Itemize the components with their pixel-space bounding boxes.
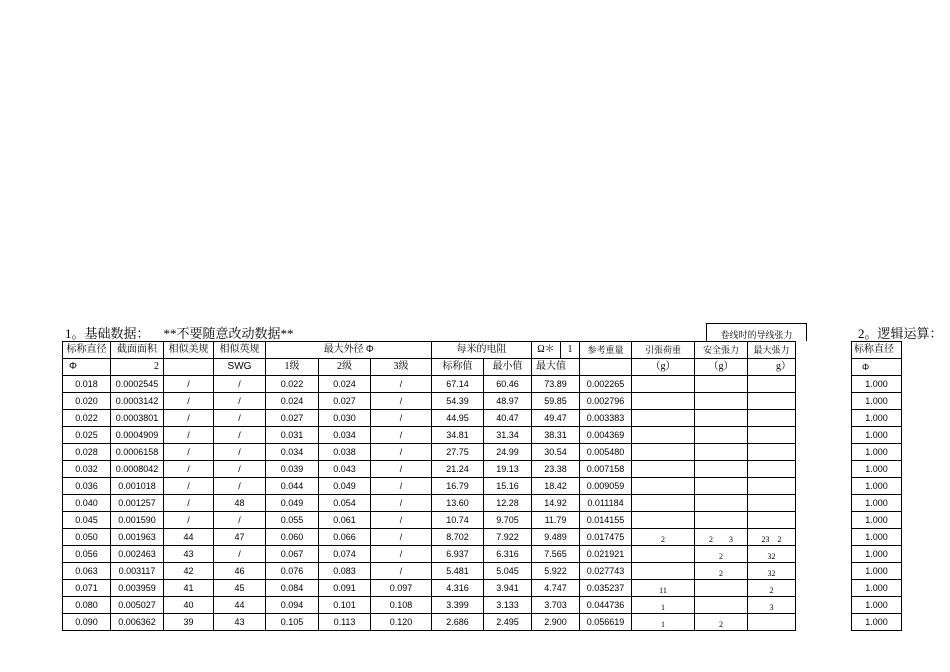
side-row: [852, 495, 902, 512]
table-cell: 21.24: [432, 461, 484, 478]
table-cell: 0.006362: [111, 614, 164, 631]
table-row: [63, 512, 796, 529]
table-cell: 23.38: [532, 461, 580, 478]
table-cell: 0.005027: [111, 597, 164, 614]
tension-cell: 11: [632, 580, 695, 597]
table-cell: 0.071: [63, 580, 111, 597]
table-cell: 0.022: [63, 410, 111, 427]
table-cell: 47: [214, 529, 266, 546]
table-cell: 59.85: [532, 393, 580, 410]
tension-cell: [695, 478, 748, 495]
table-cell: 0.056619: [580, 614, 632, 631]
base-data-table: [62, 341, 796, 631]
side-row: [852, 580, 902, 597]
table-cell: 0.020: [63, 393, 111, 410]
side-row: [852, 376, 902, 393]
side-row: [852, 546, 902, 563]
tension-cell: [632, 478, 695, 495]
table-cell: 0.001257: [111, 495, 164, 512]
table-cell: /: [164, 512, 214, 529]
col-max-od: 最大外径 Φ: [266, 342, 432, 359]
table-cell: 0.027743: [580, 563, 632, 580]
table-cell: 0.027: [319, 393, 371, 410]
table-cell: 0.035237: [580, 580, 632, 597]
tension-cell: 23 2: [748, 529, 796, 546]
table-cell: 8.702: [432, 529, 484, 546]
table-cell: 0.001018: [111, 478, 164, 495]
table-cell: 0.024: [266, 393, 319, 410]
table-cell: /: [371, 529, 432, 546]
sub-tensile-unit: （g）: [632, 359, 695, 376]
table-cell: /: [214, 444, 266, 461]
table-cell: 0.105: [266, 614, 319, 631]
table-cell: /: [164, 478, 214, 495]
table-row: [63, 495, 796, 512]
side-row: [852, 529, 902, 546]
table-row: [63, 393, 796, 410]
tension-cell: [748, 614, 796, 631]
logic-table: [851, 341, 902, 631]
table-cell: /: [214, 512, 266, 529]
table-cell: 48: [214, 495, 266, 512]
table-cell: 0.043: [319, 461, 371, 478]
table-cell: 0.049: [266, 495, 319, 512]
table-cell: /: [371, 563, 432, 580]
tension-cell: 32: [748, 563, 796, 580]
table-cell: 34.81: [432, 427, 484, 444]
side-cell: 1.000: [852, 529, 902, 546]
table-cell: 7.565: [532, 546, 580, 563]
table-cell: 44: [214, 597, 266, 614]
table-cell: 0.056: [63, 546, 111, 563]
table-row: [63, 461, 796, 478]
table-cell: 2.495: [484, 614, 532, 631]
table-cell: 0.034: [266, 444, 319, 461]
table-cell: 0.001963: [111, 529, 164, 546]
table-row: [63, 410, 796, 427]
table-row: [63, 597, 796, 614]
tension-cell: 2: [748, 580, 796, 597]
side-row: [852, 597, 902, 614]
table-cell: 5.045: [484, 563, 532, 580]
table-row: [63, 546, 796, 563]
table-cell: 5.922: [532, 563, 580, 580]
side-row: [852, 427, 902, 444]
tension-cell: [748, 427, 796, 444]
side-row: [852, 461, 902, 478]
table-cell: 0.094: [266, 597, 319, 614]
tension-cell: [632, 563, 695, 580]
table-row: [63, 529, 796, 546]
tension-cell: [748, 478, 796, 495]
col-us-gauge: 相似美规: [164, 342, 214, 359]
side-cell: 1.000: [852, 478, 902, 495]
table-cell: 0.032: [63, 461, 111, 478]
table-cell: 0.003383: [580, 410, 632, 427]
table-cell: 9.705: [484, 512, 532, 529]
table-cell: 9.489: [532, 529, 580, 546]
table-cell: 0.101: [319, 597, 371, 614]
tension-cell: 2: [632, 529, 695, 546]
tension-cell: [695, 597, 748, 614]
table-cell: /: [371, 427, 432, 444]
table-cell: /: [164, 427, 214, 444]
table-cell: 0.113: [319, 614, 371, 631]
table-cell: 0.061: [319, 512, 371, 529]
side-cell: 1.000: [852, 444, 902, 461]
table-cell: 2.900: [532, 614, 580, 631]
table-cell: 0.022: [266, 376, 319, 393]
table-cell: 45: [214, 580, 266, 597]
table-cell: 4.747: [532, 580, 580, 597]
tension-cell: [748, 410, 796, 427]
tension-cell: [632, 427, 695, 444]
tension-cell: [748, 495, 796, 512]
table-cell: 0.038: [319, 444, 371, 461]
table-cell: 0.017475: [580, 529, 632, 546]
table-cell: 48.97: [484, 393, 532, 410]
col-safe-tension: 安全張力: [695, 342, 748, 359]
table-cell: 0.001590: [111, 512, 164, 529]
table-cell: 39: [164, 614, 214, 631]
table-cell: 7.922: [484, 529, 532, 546]
table-cell: 4.316: [432, 580, 484, 597]
table-cell: 13.60: [432, 495, 484, 512]
table-cell: /: [214, 376, 266, 393]
sub-uk-gauge: SWG: [214, 359, 266, 376]
tension-cell: [695, 495, 748, 512]
tension-cell: [632, 444, 695, 461]
sub-grade2: 2级: [319, 359, 371, 376]
tension-cell: [748, 461, 796, 478]
tension-cell: 2: [695, 546, 748, 563]
side-cell: 1.000: [852, 461, 902, 478]
section-title: [65, 323, 294, 342]
table-cell: /: [371, 546, 432, 563]
table-cell: 0.067: [266, 546, 319, 563]
side-cell: 1.000: [852, 427, 902, 444]
col-diameter: 标称直径: [63, 342, 111, 359]
tension-cell: 2: [695, 563, 748, 580]
table-row: [63, 444, 796, 461]
table-cell: 0.055: [266, 512, 319, 529]
table-cell: 0.025: [63, 427, 111, 444]
table-cell: 0.034: [319, 427, 371, 444]
table-cell: 0.018: [63, 376, 111, 393]
table-cell: 19.13: [484, 461, 532, 478]
table-cell: 0.005480: [580, 444, 632, 461]
table-cell: 43: [214, 614, 266, 631]
side-row: [852, 478, 902, 495]
table-cell: /: [371, 512, 432, 529]
col-area: 截面面积: [111, 342, 164, 359]
side-col-diameter: 标称直径: [852, 342, 902, 359]
side-cell: 1.000: [852, 580, 902, 597]
table-cell: 6.316: [484, 546, 532, 563]
table-cell: /: [164, 495, 214, 512]
tension-cell: [695, 444, 748, 461]
warning-note: **不要随意改动数据**: [163, 326, 294, 341]
sub-area: 2: [111, 359, 164, 376]
table-cell: /: [164, 410, 214, 427]
table-cell: /: [214, 546, 266, 563]
table-cell: 0.097: [371, 580, 432, 597]
table-cell: 40: [164, 597, 214, 614]
table-cell: 0.040: [63, 495, 111, 512]
col-tensile-load: 引張荷重: [632, 342, 695, 359]
table-row: [63, 563, 796, 580]
table-cell: 0.074: [319, 546, 371, 563]
table-cell: 0.021921: [580, 546, 632, 563]
table-cell: /: [164, 461, 214, 478]
side-row: [852, 512, 902, 529]
table-cell: 44.95: [432, 410, 484, 427]
header-row: [63, 342, 796, 359]
table-cell: 0.003117: [111, 563, 164, 580]
table-cell: 0.011184: [580, 495, 632, 512]
table-cell: 0.108: [371, 597, 432, 614]
tension-cell: [632, 393, 695, 410]
tension-cell: [748, 444, 796, 461]
table-cell: 0.031: [266, 427, 319, 444]
table-cell: 0.050: [63, 529, 111, 546]
section-2-label: 2。逻辑运算：: [858, 326, 943, 341]
table-cell: 0.063: [63, 563, 111, 580]
table-cell: 27.75: [432, 444, 484, 461]
tension-cell: [632, 546, 695, 563]
col-resistance-unit: Ω＊: [532, 342, 561, 359]
table-cell: 6.937: [432, 546, 484, 563]
tension-cell: [632, 461, 695, 478]
table-cell: 54.39: [432, 393, 484, 410]
table-cell: 38.31: [532, 427, 580, 444]
table-cell: 0.002463: [111, 546, 164, 563]
table-cell: /: [214, 478, 266, 495]
table-cell: 0.0002545: [111, 376, 164, 393]
table-cell: 0.0003142: [111, 393, 164, 410]
table-cell: 0.027: [266, 410, 319, 427]
table-cell: 0.030: [319, 410, 371, 427]
table-cell: 0.084: [266, 580, 319, 597]
side-row: [852, 410, 902, 427]
tension-cell: 1: [632, 614, 695, 631]
side-cell: 1.000: [852, 614, 902, 631]
tension-cell: 32: [748, 546, 796, 563]
table-cell: 0.0003801: [111, 410, 164, 427]
side-cell: 1.000: [852, 376, 902, 393]
table-cell: 0.0004909: [111, 427, 164, 444]
col-uk-gauge: 相似英规: [214, 342, 266, 359]
sub-grade1: 1级: [266, 359, 319, 376]
table-cell: /: [371, 478, 432, 495]
tension-cell: [695, 376, 748, 393]
table-cell: 5.481: [432, 563, 484, 580]
table-cell: /: [371, 376, 432, 393]
table-cell: 0.004369: [580, 427, 632, 444]
tension-cell: [695, 427, 748, 444]
table-cell: 0.028: [63, 444, 111, 461]
table-cell: 46: [214, 563, 266, 580]
col-resistance: 每米的电阻: [432, 342, 532, 359]
side-row: [852, 563, 902, 580]
table-cell: 49.47: [532, 410, 580, 427]
table-cell: /: [164, 444, 214, 461]
table-cell: 0.036: [63, 478, 111, 495]
table-cell: /: [164, 376, 214, 393]
table-cell: 14.92: [532, 495, 580, 512]
table-cell: 0.002796: [580, 393, 632, 410]
table-cell: 18.42: [532, 478, 580, 495]
table-cell: 0.090: [63, 614, 111, 631]
table-cell: 0.009059: [580, 478, 632, 495]
table-cell: 0.039: [266, 461, 319, 478]
table-cell: 3.941: [484, 580, 532, 597]
table-cell: 10.74: [432, 512, 484, 529]
side-row: [852, 444, 902, 461]
table-row: [63, 478, 796, 495]
table-cell: 30.54: [532, 444, 580, 461]
table-cell: /: [371, 393, 432, 410]
table-cell: 0.0008042: [111, 461, 164, 478]
table-cell: 0.054: [319, 495, 371, 512]
tension-cell: 1: [632, 597, 695, 614]
table-cell: 0.024: [319, 376, 371, 393]
tension-cell: [695, 393, 748, 410]
tension-cell: [695, 461, 748, 478]
tension-cell: [748, 512, 796, 529]
tension-cell: [695, 512, 748, 529]
side-cell: 1.000: [852, 495, 902, 512]
table-cell: 0.091: [319, 580, 371, 597]
table-cell: /: [371, 495, 432, 512]
table-cell: /: [164, 393, 214, 410]
sub-nominal: 标称值: [432, 359, 484, 376]
sub-ref-weight: [580, 359, 632, 376]
tension-cell: [632, 376, 695, 393]
table-cell: 3.133: [484, 597, 532, 614]
table-cell: /: [371, 461, 432, 478]
tension-cell: [695, 580, 748, 597]
tension-cell: [748, 376, 796, 393]
table-cell: /: [214, 427, 266, 444]
tension-cell: [695, 410, 748, 427]
table-cell: 0.083: [319, 563, 371, 580]
table-cell: /: [371, 444, 432, 461]
col-max-tension: 最大張力: [748, 342, 796, 359]
table-cell: 15.16: [484, 478, 532, 495]
side-cell: 1.000: [852, 563, 902, 580]
table-cell: 0.120: [371, 614, 432, 631]
table-cell: 0.076: [266, 563, 319, 580]
table-cell: /: [214, 461, 266, 478]
table-row: [63, 580, 796, 597]
table-cell: 67.14: [432, 376, 484, 393]
table-cell: 16.79: [432, 478, 484, 495]
table-cell: 41: [164, 580, 214, 597]
side-cell: 1.000: [852, 597, 902, 614]
side-cell: 1.000: [852, 410, 902, 427]
section-1-label: 1。基础数据：: [65, 326, 150, 341]
sub-max-unit: g）: [748, 359, 796, 376]
table-cell: 43: [164, 546, 214, 563]
side-row: [852, 614, 902, 631]
table-cell: 31.34: [484, 427, 532, 444]
table-cell: 73.89: [532, 376, 580, 393]
sub-safe-unit: （g）: [695, 359, 748, 376]
table-cell: 12.28: [484, 495, 532, 512]
table-cell: 0.0006158: [111, 444, 164, 461]
table-cell: 44: [164, 529, 214, 546]
table-cell: 3.399: [432, 597, 484, 614]
table-row: [63, 427, 796, 444]
table-row: [63, 376, 796, 393]
table-cell: /: [214, 393, 266, 410]
table-cell: 0.045: [63, 512, 111, 529]
sub-grade3: 3级: [371, 359, 432, 376]
side-cell: 1.000: [852, 546, 902, 563]
sub-max: 最大值: [532, 359, 580, 376]
table-cell: 0.049: [319, 478, 371, 495]
table-cell: 0.014155: [580, 512, 632, 529]
tension-cell: 2 3: [695, 529, 748, 546]
table-row: [63, 614, 796, 631]
side-cell: 1.000: [852, 393, 902, 410]
table-cell: 0.044736: [580, 597, 632, 614]
side-row: [852, 393, 902, 410]
table-cell: 42: [164, 563, 214, 580]
table-cell: 0.003959: [111, 580, 164, 597]
sub-us-gauge: [164, 359, 214, 376]
sub-diameter: Φ: [63, 359, 111, 376]
col-ref-weight: 参考重量: [580, 342, 632, 359]
tension-cell: [748, 393, 796, 410]
table-cell: /: [371, 410, 432, 427]
table-cell: 0.060: [266, 529, 319, 546]
side-sub-diameter: Φ: [852, 359, 902, 376]
table-cell: 0.066: [319, 529, 371, 546]
table-cell: 40.47: [484, 410, 532, 427]
tension-cell: [632, 495, 695, 512]
table-cell: 0.002265: [580, 376, 632, 393]
table-cell: 11.79: [532, 512, 580, 529]
table-cell: 0.080: [63, 597, 111, 614]
table-cell: 60.46: [484, 376, 532, 393]
tension-cell: 3: [748, 597, 796, 614]
table-cell: 0.044: [266, 478, 319, 495]
col-resistance-sup: 1: [561, 342, 580, 359]
side-cell: 1.000: [852, 512, 902, 529]
table-cell: 0.007158: [580, 461, 632, 478]
tension-cell: [632, 512, 695, 529]
sub-min: 最小值: [484, 359, 532, 376]
table-cell: 24.99: [484, 444, 532, 461]
tension-cell: 2: [695, 614, 748, 631]
table-cell: /: [214, 410, 266, 427]
table-cell: 2.686: [432, 614, 484, 631]
subheader-row: [63, 359, 796, 376]
winding-tension-header: 卷线时的导线张力: [706, 323, 807, 341]
tension-cell: [632, 410, 695, 427]
table-cell: 3.703: [532, 597, 580, 614]
